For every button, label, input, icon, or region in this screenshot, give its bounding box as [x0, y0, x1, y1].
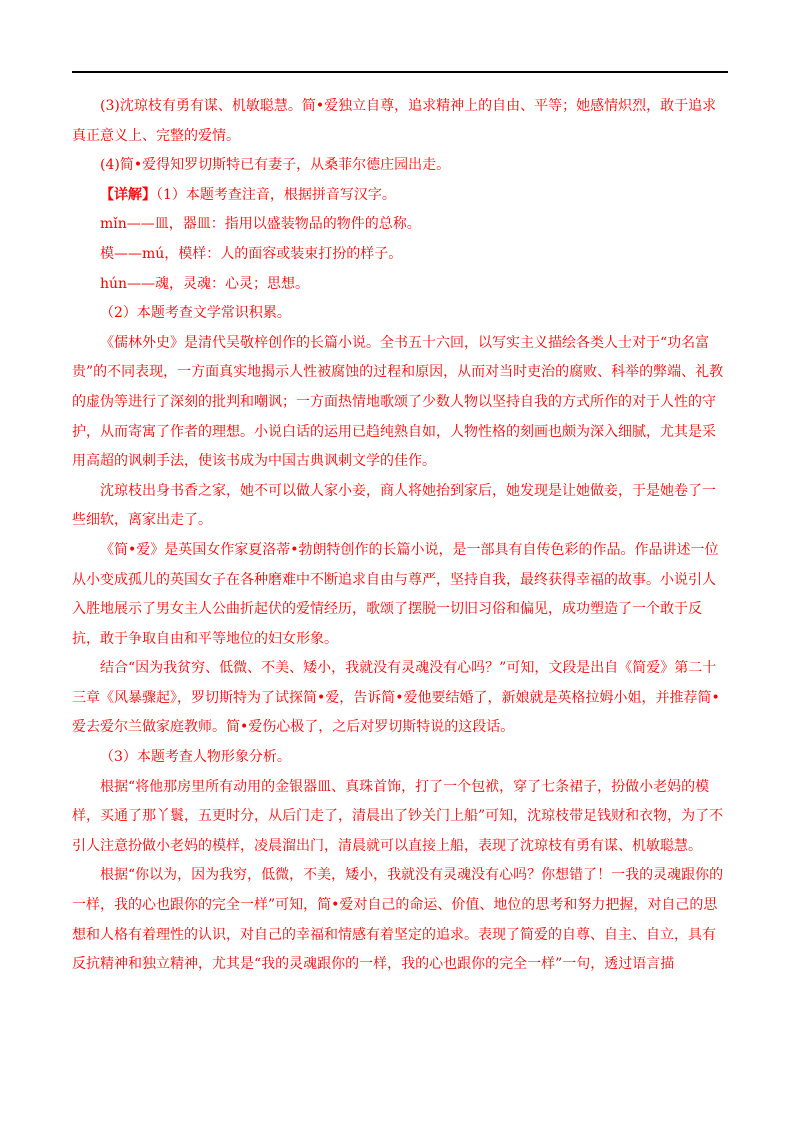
header-rule — [72, 71, 728, 73]
answer-3: (3)沈琼枝有勇有谋、机敏聪慧。简•爱独立自尊，追求精神上的自由、平等；她感情炽烈，敢于追求真正意义上、完整的爱情。 — [72, 98, 717, 144]
explanation-intro: （1）本题考查注音，根据拼音写汉字。 — [156, 186, 396, 203]
jane-eyre-paragraph: 《简•爱》是英国女作家夏洛蒂•勃朗特创作的长篇小说，是一部具有自传色彩的作品。作品讲述一位从小变成孤儿的英国女子在各种磨难中不断追求自由与尊严，坚持自我，最终获得幸福的故事。小说引人入胜地展示了男女主人公曲折起伏的爱情经历，歌颂了摆脱一切旧习俗和偏见，成功塑造了一个敢于反抗，敢于争取自由和平等地位的妇女形象。 — [72, 541, 719, 647]
quote-context-paragraph: 结合“因为我贫穷、低微、不美、矮小，我就没有灵魂没有心吗？”可知，文段是出自《简爱》第二十三章《风暴骤起》，罗切斯特为了试探简•爱，告诉简•爱他要结婚了，新娘就是英格拉姆小姐，并推荐简•爱去爱尔兰做家庭教师。简•爱伤心极了，之后对罗切斯特说的这段话。 — [72, 660, 720, 736]
explanation-tag: 【详解】 — [100, 186, 156, 203]
pinyin-item-min: mǐn——皿，器皿：指用以盛装物品的物件的总称。 — [100, 216, 421, 233]
shen-qiongzhi-paragraph: 沈琼枝出身书香之家，她不可以做人家小妾，商人将她抬到家后，她发现是让她做妾，于是她卷了一些细软，离家出走了。 — [72, 482, 716, 529]
document-body — [72, 92, 728, 980]
section-3-heading: （3）本题考查人物形象分析。 — [100, 749, 291, 766]
explanation-heading — [72, 181, 728, 211]
jane-analysis-paragraph: 根据“你以为，因为我穷，低微，不美，矮小，我就没有灵魂没有心吗？你想错了！一我的灵魂跟你的一样，我的心也跟你的完全一样”可知，简•爱对自己的命运、价值、地位的思考和努力把握，对自己的思想和人格有着理性的认识，对自己的幸福和情感有着坚定的追求。表现了简爱的自尊、自主、自立，具有反抗精神和独立精神，尤其是“我的灵魂跟你的一样，我的心也跟你的完全一样”一句，透过语言描 — [72, 867, 724, 973]
pinyin-item-mu: 模——mú，模样：人的面容或装束打扮的样子。 — [100, 245, 403, 262]
shen-analysis-paragraph: 根据“将他那房里所有动用的金银器皿、真珠首饰，打了一个包袱，穿了七条裙子，扮做小老妈的模样，买通了那丫鬟，五更时分，从后门走了，清晨出了钞关门上船”可知，沈琼枝带足钱财和衣物，为了不引人注意扮做小老妈的模样，凌晨溜出门，清晨就可以直接上船，表现了沈琼枝有勇有谋、机敏聪慧。 — [72, 778, 724, 854]
section-2-heading: （2）本题考查文学常识积累。 — [100, 305, 291, 322]
answer-4: (4)简•爱得知罗切斯特已有妻子，从桑菲尔德庄园出走。 — [100, 157, 451, 174]
pinyin-item-hun: hún——魂，灵魂：心灵；思想。 — [100, 275, 310, 292]
rulin-waishi-paragraph: 《儒林外史》是清代吴敬梓创作的长篇小说。全书五十六回，以写实主义描绘各类人士对于“功名富贵”的不同表现，一方面真实地揭示人性被腐蚀的过程和原因，从而对当时吏治的腐败、科举的弊端、礼教的虚伪等进行了深刻的批判和嘲讽；一方面热情地歌颂了少数人物以坚持自我的方式所作的对于人性的守护，从而寄寓了作者的理想。小说白话的运用已趋纯熟自如，人物性格的刻画也颇为深入细腻，尤其是采用高超的讽刺手法，使该书成为中国古典讽刺文学的佳作。 — [72, 334, 724, 470]
